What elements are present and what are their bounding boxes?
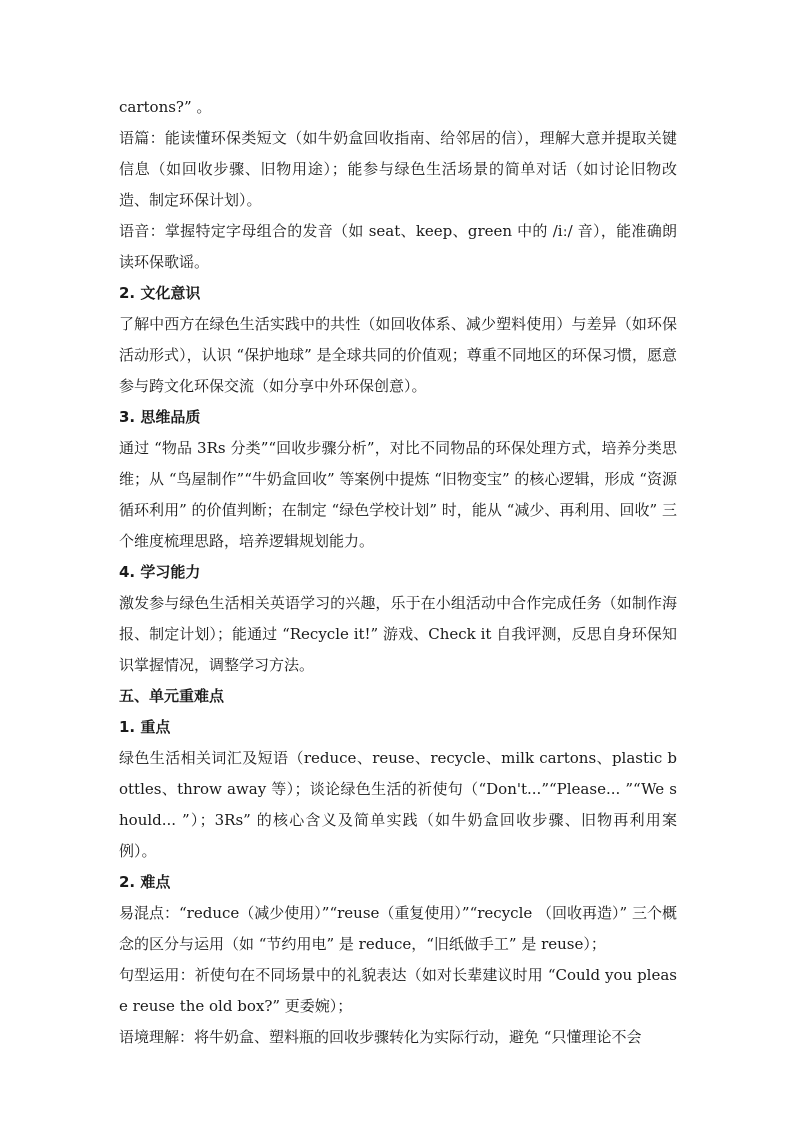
paragraph: 了解中西方在绿色生活实践中的共性（如回收体系、减少塑料使用）与差异（如环保活动形式），认识 “保护地球” 是全球共同的价值观；尊重不同地区的环保习惯，愿意参与跨文化环保交流（如分享中外环保创意）。 [119,315,677,395]
section-heading: 五、单元重难点 [119,687,225,705]
paragraph: 通过 “物品 3Rs 分类”“回收步骤分析”，对比不同物品的环保处理方式，培养分类思维；从 “鸟屋制作”“牛奶盒回收” 等案例中提炼 “旧物变宝” 的核心逻辑，形成 “资源循环利用” 的价值判断；在制定 “绿色学校计划” 时，能从 “减少、再利用、回收” 三个维度梳理思路，培养逻辑规划能力。 [119,439,677,550]
paragraph: 语篇：能读懂环保类短文（如牛奶盒回收指南、给邻居的信），理解大意并提取关键信息（如回收步骤、旧物用途）；能参与绿色生活场景的简单对话（如讨论旧物改造、制定环保计划）。 [119,129,677,209]
section-heading: 4. 学习能力 [119,563,201,581]
paragraph: cartons?” 。 [119,98,212,116]
section-heading: 1. 重点 [119,718,171,736]
section-heading: 3. 思维品质 [119,408,201,426]
section-heading: 2. 文化意识 [119,284,201,302]
paragraph: 语境理解：将牛奶盒、塑料瓶的回收步骤转化为实际行动，避免 “只懂理论不会 [119,1028,642,1046]
paragraph: 激发参与绿色生活相关英语学习的兴趣，乐于在小组活动中合作完成任务（如制作海报、制定计划）；能通过 “Recycle it!” 游戏、Check it 自我评测，反思自身环保知识掌握情况，调整学习方法。 [119,594,677,674]
paragraph: 易混点：“reduce（减少使用）”“reuse（重复使用）”“recycle （回收再造）” 三个概念的区分与运用（如 “节约用电” 是 reduce，“旧纸做手工” 是 reuse）； [119,904,677,953]
section-heading: 2. 难点 [119,873,171,891]
document-page [119,92,677,1053]
paragraph: 语音：掌握特定字母组合的发音（如 seat、keep、green 中的 /iː/ 音），能准确朗读环保歌谣。 [119,222,677,271]
paragraph: 绿色生活相关词汇及短语（reduce、reuse、recycle、milk cartons、plastic bottles、throw away 等）；谈论绿色生活的祈使句（“Don't...”“Please... ”“We should... ”）；3Rs” 的核心含义及简单实践（如牛奶盒回收步骤、旧物再利用案例）。 [119,749,677,860]
paragraph: 句型运用：祈使句在不同场景中的礼貌表达（如对长辈建议时用 “Could you please reuse the old box?” 更委婉）； [119,966,677,1015]
